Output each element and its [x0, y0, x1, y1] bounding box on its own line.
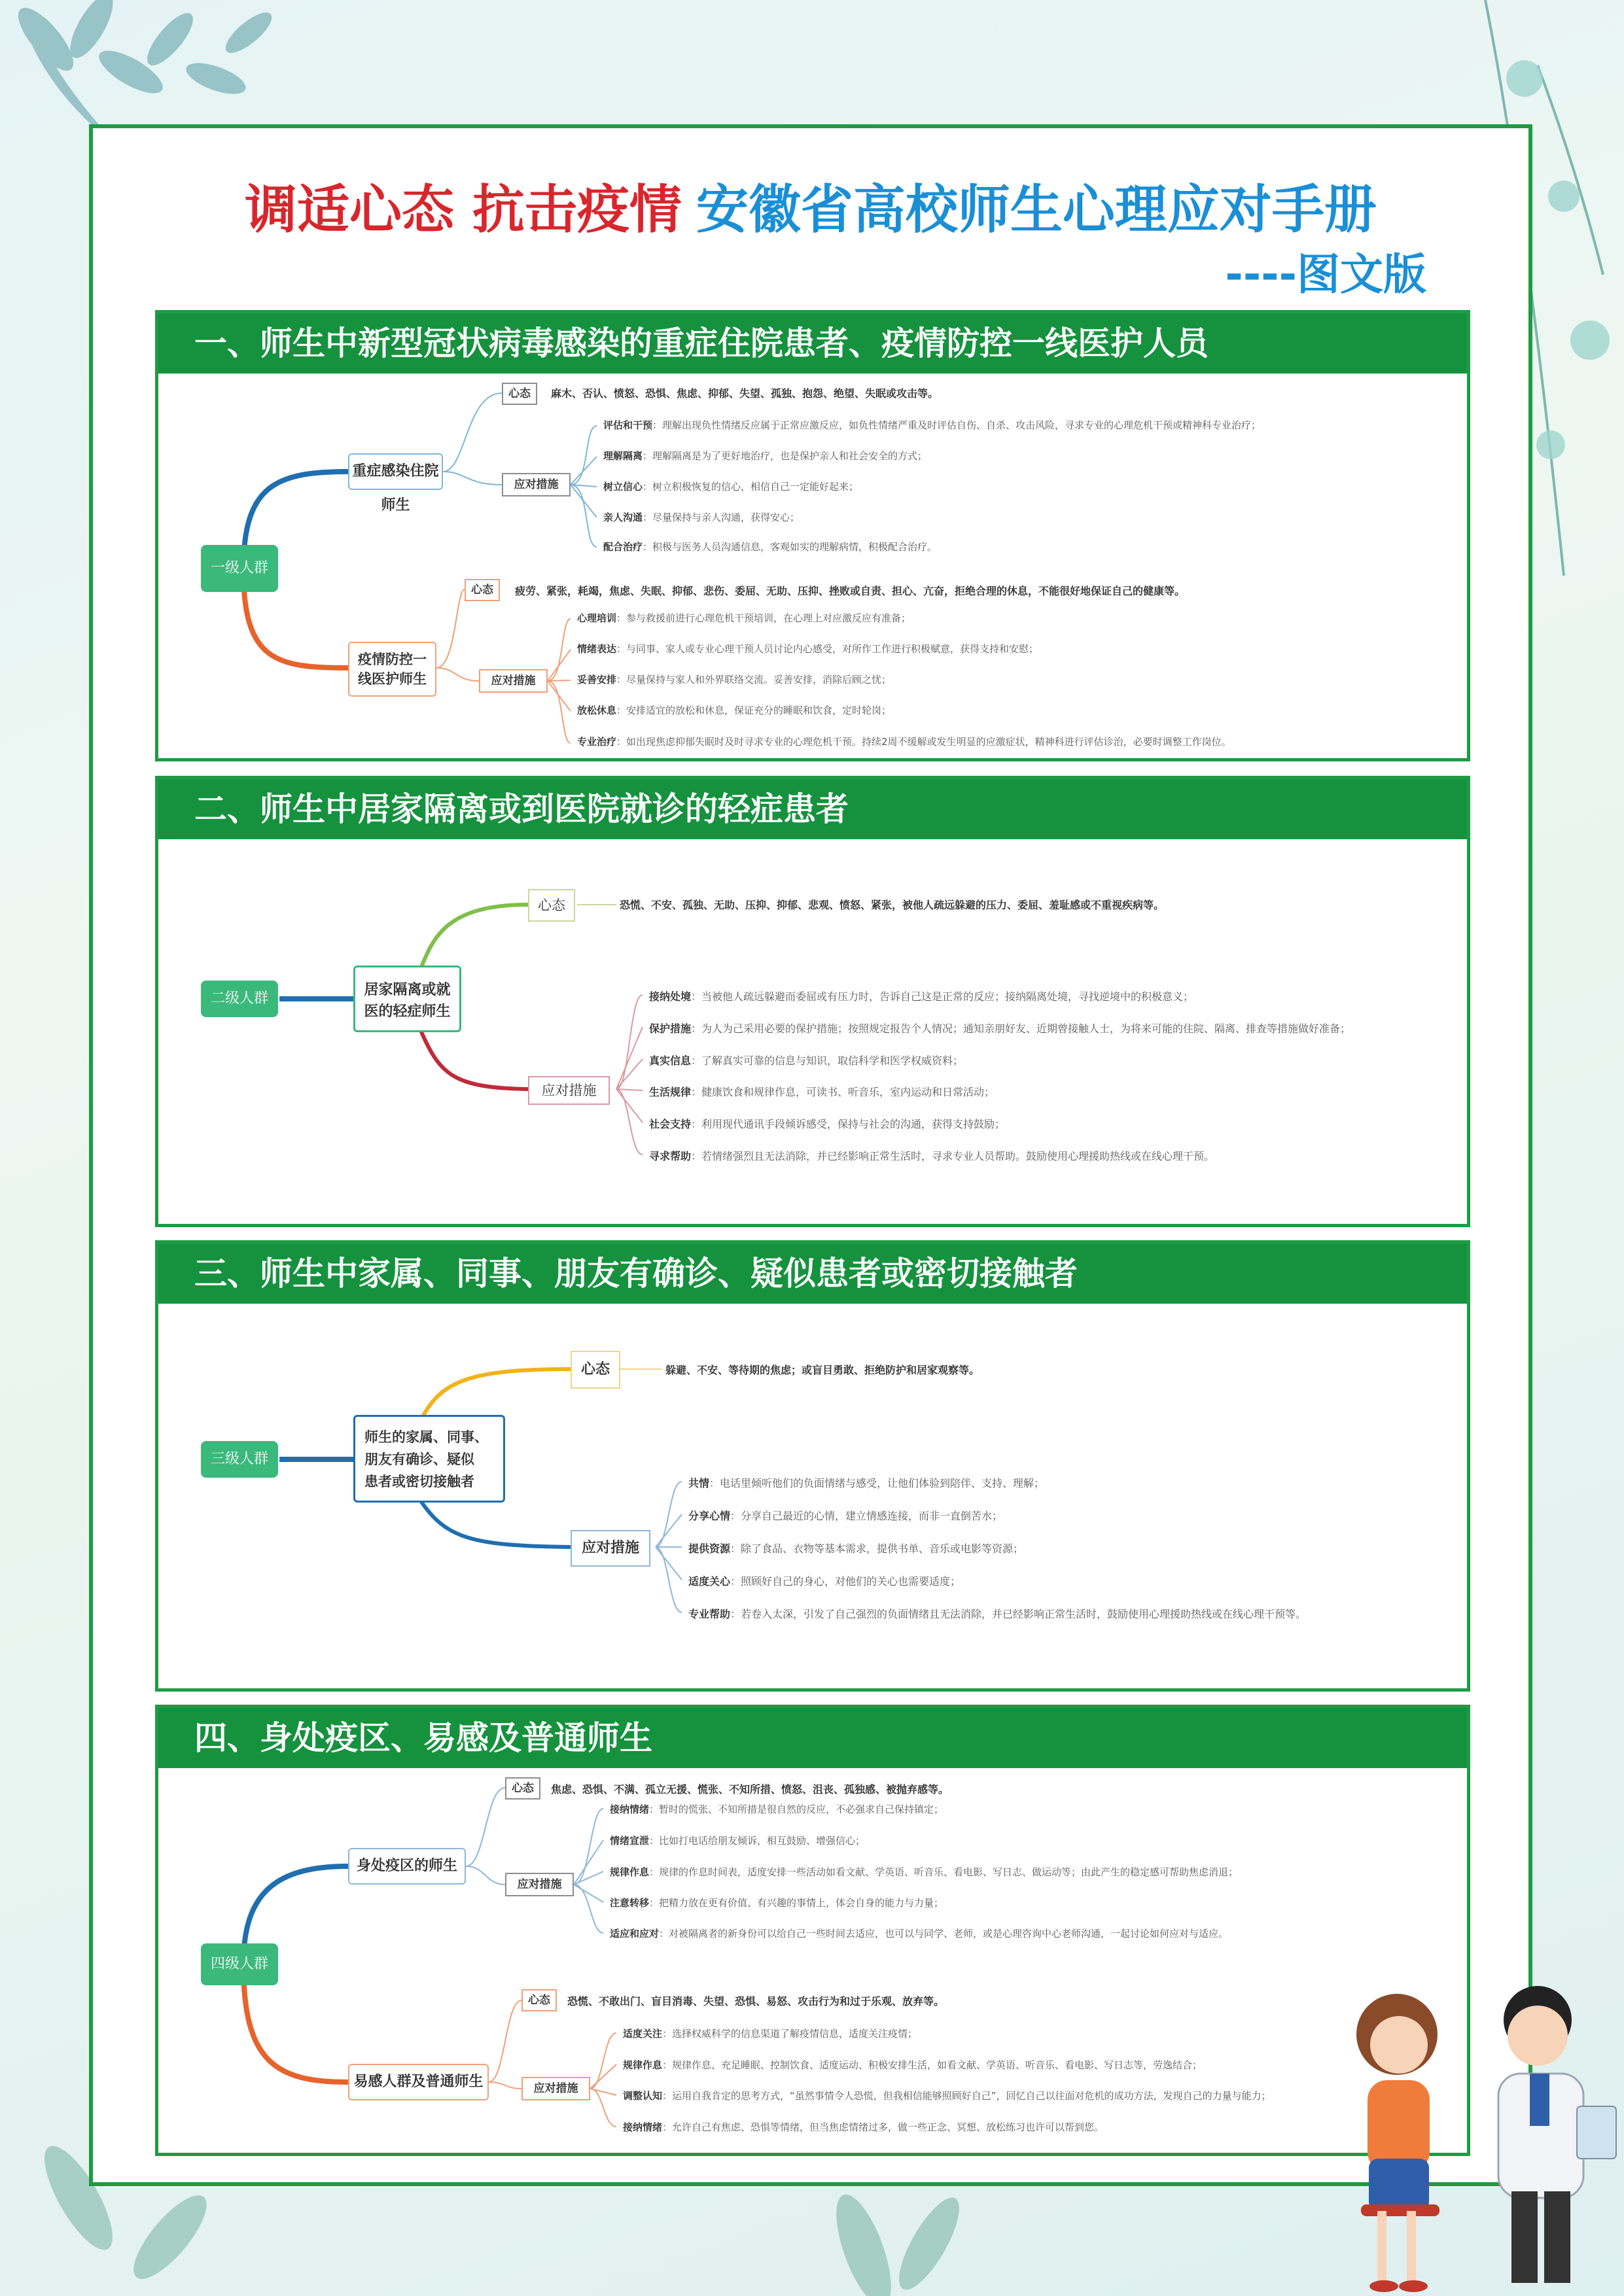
cope-item: 注意转移：把精力放在更有价值、有兴趣的事情上，体会自身的能力与力量；: [610, 1897, 944, 1909]
cartoon-woman-illustration: [1328, 1989, 1466, 2296]
tag-mood-1a: 心态: [502, 383, 537, 405]
node-epidemic-area: 身处疫区的师生: [348, 1848, 466, 1885]
mood-text-2: 恐慌、不安、孤独、无助、压抑、抑郁、悲观、愤怒、紧张，被他人疏远躲避的压力、委屈、羞耻感或不重视疾病等。: [620, 899, 1165, 911]
node-mild-line2: 医的轻症师生: [364, 1003, 451, 1020]
poster-frame: [89, 124, 1532, 2186]
cope-item: 放松休息：安排适宜的放松和休息，保证充分的睡眠和饮食，定时轮岗；: [577, 704, 892, 716]
cope-item: 适度关心：照顾好自己的身心，对他们的关心也需要适度；: [688, 1575, 961, 1588]
node-frontline-line2: 线医护师生: [358, 671, 427, 687]
node-frontline-staff: [348, 642, 436, 697]
cope-item: 妥善安排：尽量保持与家人和外界联络交流。妥善安排，消除后顾之忧；: [577, 674, 892, 686]
section-1: [155, 310, 1470, 761]
cope-item: 理解隔离：理解隔离是为了更好地治疗，也是保护亲人和社会安全的方式；: [603, 450, 928, 462]
cope-item: 共情：电话里倾听他们的负面情绪与感受，让他们体验到陪伴、支持、理解；: [688, 1477, 1045, 1489]
cope-item: 亲人沟通：尽量保持与亲人沟通，获得安心；: [603, 512, 800, 523]
cope-item: 生活规律：健康饮食和规律作息，可读书、听音乐，室内运动和日常活动；: [649, 1086, 995, 1098]
node-mild-patients: [353, 965, 461, 1032]
cope-item: 调整认知：运用自我肯定的思考方式，“虽然事情令人恐慌，但我相信能够照顾好自己”，回忆自己以往面对危机的成功方法，发现自己的力量与能力；: [623, 2090, 1271, 2102]
cope-item: 分享心情：分享自己最近的心情，建立情感连接，而非一直倒苦水；: [688, 1510, 1003, 1522]
tag-cope-1a: 应对措施: [502, 473, 571, 496]
title-part2: 安徽省高校师生心理应对手册: [696, 179, 1377, 240]
node-close-contacts: [353, 1415, 505, 1503]
tag-mood-4a: 心态: [505, 1777, 540, 1800]
mood-text-4a: 焦虑、恐惧、不满、孤立无援、慌张、不知所措、愤怒、沮丧、孤独感、被抛弃感等。: [551, 1783, 949, 1796]
cope-item: 规律作息：规律的作息时间表，适度安排一些活动如看文献、学英语、听音乐、看电影、写日志、做运动等；由此产生的稳定感可帮助焦虑消退；: [610, 1866, 1239, 1878]
cope-item: 社会支持：利用现代通讯手段倾诉感受，保持与社会的沟通，获得支持鼓励；: [649, 1118, 1006, 1130]
cope-item: 适应和应对：对被隔离者的新身份可以给自己一些时间去适应，也可以与同学、老师，或是心理咨询中心老师沟通，一起讨论如何应对与适应。: [610, 1928, 1229, 1939]
tag-cope-2: 应对措施: [528, 1076, 610, 1105]
poster-subtitle: ----图文版: [1225, 249, 1426, 300]
tag-cope-3: 应对措施: [571, 1530, 650, 1567]
tag-cope-4b: 应对措施: [521, 2077, 590, 2100]
cope-item: 配合治疗：积极与医务人员沟通信息，客观如实的理解病情，积极配合治疗。: [603, 541, 938, 553]
node-frontline-line1: 疫情防控一: [358, 652, 427, 667]
node-contacts-line2: 朋友有确诊、疑似: [364, 1452, 474, 1467]
cope-item: 接纳情绪：允许自己有焦虑、恐惧等情绪，但当焦虑情绪过多，做一些正念、冥想、放松练习也许可以帮到您。: [623, 2121, 1104, 2133]
node-severe-inpatients: 重症感染住院师生: [348, 453, 443, 490]
tag-mood-1b: 心态: [465, 579, 500, 601]
cope-item: 提供资源：除了食品、衣物等基本需求，提供书单、音乐或电影等资源；: [688, 1542, 1024, 1555]
node-susceptible-general: 易感人群及普通师生: [348, 2064, 489, 2100]
cope-item: 心理培训：参与救援前进行心理危机干预培训，在心理上对应激反应有准备；: [577, 612, 911, 624]
cope-item: 情绪表达：与同事、家人或专业心理干预人员讨论内心感受，对所作工作进行积极赋意，获得支持和安慰；: [577, 643, 1039, 655]
group-badge-level4: 四级人群: [201, 1943, 278, 1985]
cope-item: 情绪宣泄：比如打电话给朋友倾诉，相互鼓励、增强信心；: [610, 1835, 866, 1847]
section-3: [155, 1240, 1470, 1692]
mood-text-3: 躲避、不安、等待期的焦虑；或盲目勇敢、拒绝防护和居家观察等。: [665, 1364, 980, 1376]
tag-cope-1b: 应对措施: [479, 669, 548, 693]
group-badge-level2: 二级人群: [201, 981, 278, 1017]
node-contacts-line1: 师生的家属、同事、: [364, 1429, 488, 1445]
tag-cope-4a: 应对措施: [505, 1873, 574, 1896]
node-mild-line1: 居家隔离或就: [364, 982, 451, 998]
cope-item: 评估和干预：理解出现负性情绪反应属于正常应激反应，如负性情绪严重及时评估自伤、自杀、攻击风险，寻求专业的心理危机干预或精神科专业治疗；: [603, 419, 1262, 431]
cope-item: 接纳处境：当被他人疏远躲避而委屈或有压力时，告诉自己这是正常的反应；接纳隔离处境，寻找逆境中的积极意义；: [649, 990, 1194, 1003]
section-2: [155, 776, 1470, 1227]
cope-item: 真实信息：了解真实可靠的信息与知识，取信科学和医学权威资料；: [649, 1054, 964, 1067]
cope-item: 专业帮助：若卷入太深，引发了自己强烈的负面情绪且无法消除，并已经影响正常生活时，鼓励使用心理援助热线或在线心理干预等。: [688, 1608, 1307, 1620]
tag-mood-4b: 心态: [521, 1989, 557, 2011]
section-4-heading: 四、身处疫区、易感及普通师生: [158, 1708, 1467, 1768]
section-3-heading: 三、师生中家属、同事、朋友有确诊、疑似患者或密切接触者: [158, 1244, 1467, 1304]
cope-item: 规律作息：规律作息、充足睡眠、控制饮食、适度运动、积极安排生活，如看文献、学英语、听音乐、看电影、写日志等，劳逸结合；: [623, 2059, 1203, 2071]
cope-item: 寻求帮助：若情绪强烈且无法消除，并已经影响正常生活时，寻求专业人员帮助。鼓励使用心理援助热线或在线心理干预。: [649, 1150, 1215, 1162]
mood-text-1b: 疲劳、紧张，耗竭，焦虑、失眠、抑郁、悲伤、委屈、无助、压抑、挫败或自责、担心、亢奋，拒绝合理的休息，不能很好地保证自己的健康等。: [515, 585, 1186, 597]
tag-mood-3: 心态: [571, 1351, 620, 1389]
section-1-heading: 一、师生中新型冠状病毒感染的重症住院患者、疫情防控一线医护人员: [158, 313, 1467, 374]
cartoon-doctor-illustration: [1466, 1975, 1624, 2296]
group-badge-level3: 三级人群: [201, 1441, 278, 1478]
cope-item: 保护措施：为人为己采用必要的保护措施；按照规定报告个人情况；通知亲朋好友、近期曾接触人士，为将来可能的住院、隔离、排查等措施做好准备；: [649, 1022, 1351, 1035]
mood-text-4b: 恐慌、不敢出门、盲目消毒、失望、恐惧、易怒、攻击行为和过于乐观、放弃等。: [567, 1995, 945, 2008]
section-2-heading: 二、师生中居家隔离或到医院就诊的轻症患者: [158, 779, 1467, 839]
tag-mood-2: 心态: [528, 889, 575, 922]
poster-title: [93, 167, 1528, 243]
cope-item: 树立信心：树立积极恢复的信心，相信自己一定能好起来；: [603, 481, 859, 493]
cope-item: 接纳情绪：暂时的慌张、不知所措是很自然的反应，不必强求自己保持镇定；: [610, 1803, 944, 1815]
title-part1: 调适心态 抗击疫情: [245, 179, 682, 240]
section-4: [155, 1705, 1470, 2156]
node-contacts-line3: 患者或密切接触者: [364, 1474, 474, 1489]
mood-text-1a: 麻木、否认、愤怒、恐惧、焦虑、抑郁、失望、孤独、抱怨、绝望、失眠或攻击等。: [551, 387, 939, 400]
group-badge-level1: 一级人群: [201, 545, 278, 592]
cope-item: 专业治疗：如出现焦虑抑郁失眠时及时寻求专业的心理危机干预。持续2周不缓解或发生明显的应激症状，精神科进行评估诊治，必要时调整工作岗位。: [577, 736, 1231, 748]
cope-item: 适度关注：选择权威科学的信息渠道了解疫情信息，适度关注疫情；: [623, 2028, 918, 2040]
